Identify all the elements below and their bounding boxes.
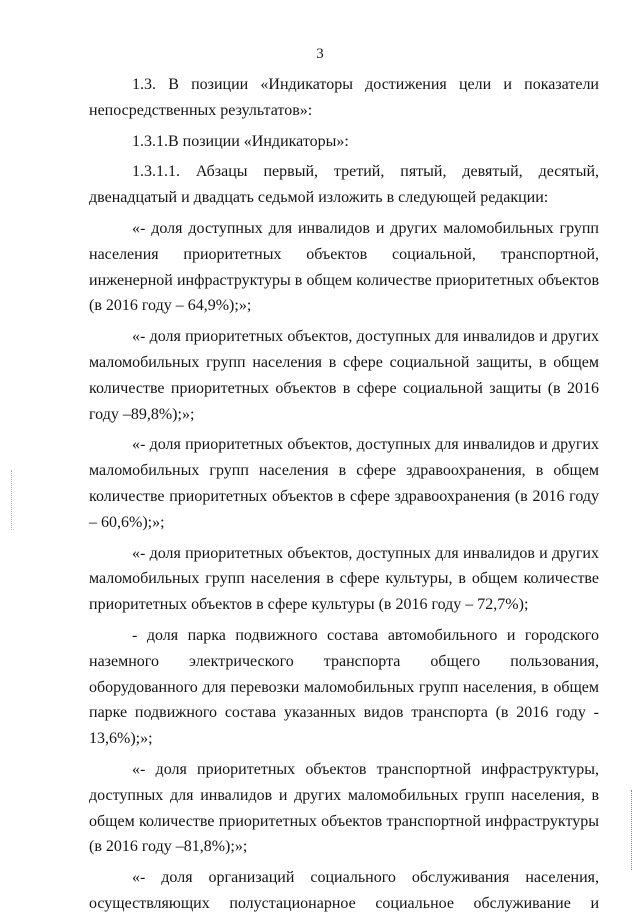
indicator-paragraph: - доля парка подвижного состава автомобильного и городского наземного электрического транспорта общего пользования, оборудованного для перевозки маломобильных групп населения, в общем парке подвижного состава указанных видов транспорта (в 2016 году - 13,6%);»; bbox=[89, 626, 599, 748]
indicator-paragraph: «- доля приоритетных объектов, доступных для инвалидов и других маломобильных групп населения в сфере здравоохранения, в общем количестве приоритетных объектов в сфере здравоохранения (в 2016 году – 60,6%);»; bbox=[89, 436, 599, 531]
scan-edge-mark bbox=[11, 470, 13, 530]
paragraph-1-3-1: 1.3.1.В позиции «Индикаторы»: bbox=[132, 132, 349, 150]
indicator-paragraph: «- доля доступных для инвалидов и других маломобильных групп населения приоритетных объектов социальной, транспортной, инженерной инфраструктуры в общем количестве приоритетных объектов (в 2016 году – 64,9%);»; bbox=[89, 219, 599, 315]
document-body bbox=[89, 72, 599, 917]
paragraph-1-3: 1.3. В позиции «Индикаторы достижения цели и показатели непосредственных результатов»: bbox=[89, 76, 599, 119]
indicator-paragraph: «- доля организаций социального обслуживания населения, bbox=[132, 869, 599, 887]
scan-edge-mark bbox=[630, 790, 632, 870]
page-number: 3 bbox=[316, 46, 324, 62]
indicator-paragraph: «- доля приоритетных объектов, доступных для инвалидов и других маломобильных групп населения в сфере культуры, в общем количестве приоритетных объектов в сфере культуры (в 2016 году – 72,7%); bbox=[89, 544, 599, 614]
paragraph-1-3-1-1: 1.3.1.1. Абзацы первый, третий, пятый, девятый, десятый, двенадцатый и двадцать седьмой изложить в следующей редакции: bbox=[89, 163, 599, 207]
paragraph-continuation-line: осуществляющих полустационарное социальное обслуживание и bbox=[89, 894, 599, 912]
indicator-paragraph: «- доля приоритетных объектов транспортной инфраструктуры, доступных для инвалидов и других маломобильных групп населения, в общем количестве приоритетных объектов транспортной инфраструктуры (в 2016 году –81,8%);»; bbox=[89, 760, 599, 856]
indicator-paragraph: «- доля приоритетных объектов, доступных для инвалидов и других маломобильных групп населения в сфере социальной защиты, в общем количестве приоритетных объектов в сфере социальной защиты (в 2016 году –89,8%);»; bbox=[89, 328, 599, 423]
